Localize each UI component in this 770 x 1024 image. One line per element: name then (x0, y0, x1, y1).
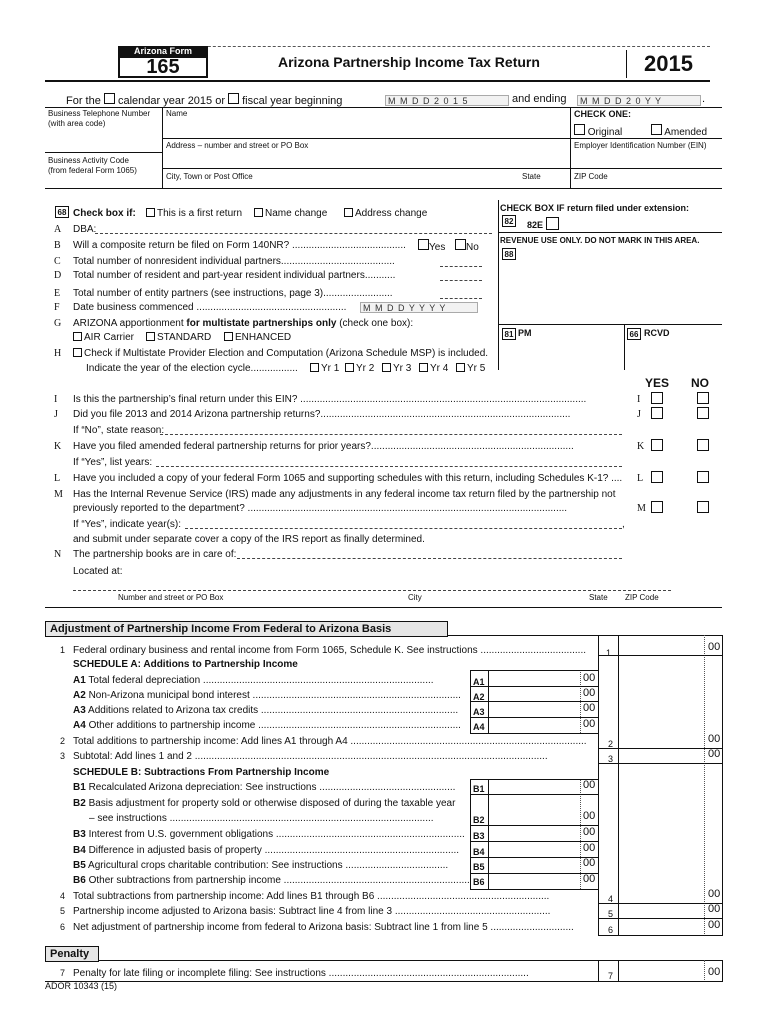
adjustment-section-title: Adjustment of Partnership Income From Federal to Arizona Basis (45, 621, 448, 637)
line-b-text: Will a composite return be filed on Form 140NR? ......................................... (73, 240, 406, 251)
enhanced-option[interactable] (224, 332, 291, 343)
yr5-checkbox[interactable] (456, 363, 465, 372)
enhanced-text: ENHANCED (235, 332, 292, 343)
line-1-text: Federal ordinary business and rental income from Form 1065, Schedule K. See instructions ...................................... (73, 645, 587, 656)
line-b3-cents: 00 (583, 826, 596, 838)
line-n-text: The partnership books are in care of: (73, 549, 237, 560)
line-l-yes-checkbox[interactable] (651, 471, 663, 483)
line-1-cents: 00 (708, 641, 721, 653)
line-k-marker: K (637, 441, 645, 452)
line-c-text: Total number of nonresident individual partners......................................... (73, 256, 395, 267)
line-4-number: 4 (59, 891, 65, 901)
line-6-text: Net adjustment of partnership income from federal to Arizona basis: Subtract line 1 from line 5 .............................. (73, 922, 574, 933)
line-k-years-field[interactable] (156, 466, 622, 467)
line-k-no-checkbox[interactable] (697, 439, 709, 451)
line-a4-cents: 00 (583, 718, 596, 730)
line-g-letter: G (54, 318, 62, 329)
yr1-text: Yr 1 (321, 363, 340, 374)
code-82: 82 (502, 215, 516, 227)
line-a1-cents: 00 (583, 672, 596, 684)
period-end-text: . (702, 93, 706, 105)
line-m-text: Has the Internal Revenue Service (IRS) made any adjustments in any federal income tax return filed by the partnership not (73, 489, 616, 500)
line-3-code: 3 (608, 754, 614, 764)
address-change-option[interactable] (344, 208, 427, 219)
amended-checkbox[interactable] (651, 124, 662, 135)
line-5-amount-input[interactable] (620, 904, 703, 917)
line-2-cents: 00 (708, 733, 721, 745)
schedule-b-title: SCHEDULE B: Subtractions From Partnership Income (73, 767, 330, 778)
line-h-letter: H (54, 348, 62, 359)
line-4-text: Total subtractions from partnership income: Add lines B1 through B6 .............................................................. (73, 891, 550, 902)
fiscal-begin-date[interactable]: M M D D 2 0 1 5 (385, 95, 509, 106)
line-m-no-checkbox[interactable] (697, 501, 709, 513)
enhanced-checkbox[interactable] (224, 332, 233, 341)
line-k2-text: If “Yes”, list years: (73, 457, 153, 468)
line-i-letter: I (54, 394, 58, 405)
line-b4-amount-input[interactable] (490, 843, 578, 856)
code-81: 81 (502, 328, 516, 340)
line-b6-cents: 00 (583, 873, 596, 885)
air-carrier-option[interactable] (73, 332, 134, 343)
tax-year: 2015 (626, 50, 710, 78)
line-b3-text: B3 Interest from U.S. government obligations .................................................................... (73, 829, 465, 840)
line-n-letter: N (54, 549, 62, 560)
line-g-pre: ARIZONA apportionment (73, 318, 184, 329)
line-2-amount-input[interactable] (620, 734, 703, 747)
line-g-bold: for multistate partnerships only (186, 318, 337, 329)
line-j2-text: If “No”, state reason: (73, 425, 165, 436)
line-l-no-checkbox[interactable] (697, 471, 709, 483)
line-b5-desc: Agricultural crops charitable contribution: See instructions ..................................... (88, 860, 449, 871)
line-5-text: Partnership income adjusted to Arizona basis: Subtract line 4 from line 3 ........................................................ (73, 906, 551, 917)
line-i-yes-checkbox[interactable] (651, 392, 663, 404)
line-a4-desc: Other additions to partnership income ......................................................................... (88, 720, 461, 731)
line-b1-cents: 00 (583, 779, 596, 791)
line-6-number: 6 (59, 922, 65, 932)
air-carrier-checkbox[interactable] (73, 332, 82, 341)
line-b2-amount-input[interactable] (490, 811, 578, 824)
name-change-checkbox[interactable] (254, 208, 263, 217)
line-a1-amount-input[interactable] (490, 672, 578, 685)
standard-text: STANDARD (157, 332, 212, 343)
line-e-text: Total number of entity partners (see instructions, page 3)......................... (73, 288, 393, 299)
calendar-year-checkbox[interactable] (104, 93, 115, 104)
line-m-marker: M (637, 503, 646, 514)
code-82e: 82E (527, 220, 544, 230)
yr2-option[interactable] (345, 363, 374, 374)
line-f-letter: F (54, 302, 60, 313)
line-b2b-text: – see instructions ............................................................................................... (89, 813, 434, 824)
line-m-letter: M (54, 489, 63, 500)
ein-label: Employer Identification Number (EIN) (574, 141, 707, 150)
line-j-marker: J (637, 409, 641, 420)
composite-yes-option[interactable] (418, 239, 445, 253)
line-b5-code: B5 (473, 862, 485, 872)
line-b6-amount-input[interactable] (490, 874, 578, 887)
amended-text: Amended (664, 127, 708, 138)
yr2-text: Yr 2 (356, 363, 375, 374)
original-option[interactable] (574, 124, 622, 138)
line-d-text: Total number of resident and part-year resident individual partners........... (73, 270, 396, 281)
line-i-marker: I (637, 394, 641, 405)
line-a3-amount-input[interactable] (490, 702, 578, 715)
activity-code-sublabel: (from federal Form 1065) (48, 166, 137, 175)
code-66: 66 (627, 328, 641, 340)
line-b4-text: B4 Difference in adjusted basis of property ...................................................................... (73, 845, 460, 856)
line-4-code: 4 (608, 894, 614, 904)
line-g-text (73, 318, 413, 329)
line-b5-amount-input[interactable] (490, 858, 578, 871)
line-j-reason-field[interactable] (160, 434, 622, 435)
air-carrier-text: AIR Carrier (84, 332, 135, 343)
yr5-text: Yr 5 (467, 363, 486, 374)
line-l-text: Have you included a copy of your federal Form 1065 and supporting schedules with this return, including Schedules K-1? .... (73, 473, 623, 484)
line-a-letter: A (54, 224, 62, 235)
line-k-letter: K (54, 441, 62, 452)
line-a2-cents: 00 (583, 687, 596, 699)
line-d-letter: D (54, 270, 62, 281)
dba-label: DBA: (73, 224, 97, 235)
address-label: Address – number and street or PO Box (166, 141, 309, 150)
yr3-checkbox[interactable] (382, 363, 391, 372)
line-b1-code: B1 (473, 784, 485, 794)
line-m-years-field[interactable] (185, 528, 622, 529)
first-return-option[interactable] (146, 208, 242, 219)
and-ending-text: and ending (512, 93, 567, 105)
line-3-text: Subtotal: Add lines 1 and 2 ............................................................................................................................... (73, 751, 548, 762)
line-a2-code: A2 (473, 692, 485, 702)
form-title: Arizona Partnership Income Tax Return (278, 54, 540, 70)
line-j-text: Did you file 2013 and 2014 Arizona partnership returns?.......................................................................................... (73, 409, 571, 420)
line-h-text: Check if Multistate Provider Election and Computation (Arizona Schedule MSP) is included. (84, 348, 489, 359)
line-a3-cents: 00 (583, 702, 596, 714)
address-change-text: Address change (355, 208, 428, 219)
line-i-text: Is this the partnership’s final return under this EIN? ....................................................................................................... (73, 394, 587, 405)
line-6-cents: 00 (708, 919, 721, 931)
yr2-checkbox[interactable] (345, 363, 354, 372)
period-line (66, 93, 342, 107)
line-b4-desc: Difference in adjusted basis of property ...................................................................... (88, 845, 460, 856)
books-location-field[interactable] (73, 590, 671, 591)
check-box-if-label: Check box if: (73, 208, 136, 219)
line-a4-amount-input[interactable] (490, 718, 578, 731)
line-c-field[interactable] (440, 266, 482, 267)
fiscal-year-text: fiscal year beginning (242, 95, 343, 107)
msp-option[interactable] (73, 348, 488, 359)
line-5-code: 5 (608, 909, 614, 919)
line-b1-amount-input[interactable] (490, 780, 578, 793)
line-j-yes-checkbox[interactable] (651, 407, 663, 419)
revenue-use-label: REVENUE USE ONLY. DO NOT MARK IN THIS AREA. (500, 236, 700, 245)
phone-sublabel: (with area code) (48, 119, 106, 128)
for-the-text: For the (66, 95, 101, 107)
phone-label: Business Telephone Number (48, 109, 151, 118)
line-m-yes-checkbox[interactable] (651, 501, 663, 513)
line-6-amount-input[interactable] (620, 920, 703, 933)
yr4-option[interactable] (419, 363, 448, 374)
code-88: 88 (502, 248, 516, 260)
original-text: Original (587, 127, 623, 138)
line-a4-text: A4 Other additions to partnership income ......................................................................... (73, 720, 461, 731)
line-3-number: 3 (59, 751, 65, 761)
line-k-yes-checkbox[interactable] (651, 439, 663, 451)
line-m-comma: , (622, 519, 625, 530)
line-b3-desc: Interest from U.S. government obligations .................................................................... (88, 829, 465, 840)
line-g-post: (check one box): (339, 318, 414, 329)
line-b-letter: B (54, 240, 61, 251)
yr3-option[interactable] (382, 363, 411, 374)
extension-title: CHECK BOX IF return filed under extension: (500, 203, 690, 213)
composite-no-option[interactable] (455, 239, 479, 253)
line-7-amount-input[interactable] (620, 966, 703, 979)
line-5-cents: 00 (708, 903, 721, 915)
first-return-checkbox[interactable] (146, 208, 155, 217)
line-f-text: Date business commenced ...................................................... (73, 302, 347, 313)
line-a4-code: A4 (473, 722, 485, 732)
line-e-field[interactable] (440, 298, 482, 299)
composite-yes-text: Yes (429, 242, 446, 253)
line-3-amount-input[interactable] (620, 749, 703, 762)
line-b3-amount-input[interactable] (490, 827, 578, 840)
line-j-no-checkbox[interactable] (697, 407, 709, 419)
line-2-code: 2 (608, 739, 614, 749)
line-l-marker: L (637, 473, 644, 484)
yr4-checkbox[interactable] (419, 363, 428, 372)
rcvd-label: RCVD (644, 328, 670, 338)
penalty-section-title: Penalty (45, 946, 99, 962)
no-header: NO (691, 376, 709, 390)
line-b4-code: B4 (473, 847, 485, 857)
line-b6-text: B6 Other subtractions from partnership income ................................................................... (73, 875, 470, 886)
line-7-text: Penalty for late filing or incomplete filing: See instructions ........................................................................ (73, 968, 529, 979)
line-i-no-checkbox[interactable] (697, 392, 709, 404)
extension-checkbox[interactable] (546, 217, 559, 230)
line-1-number: 1 (59, 645, 65, 655)
line-m3-text: If “Yes”, indicate year(s): (73, 519, 182, 530)
line-a3-code: A3 (473, 707, 485, 717)
line-k-text: Have you filed amended federal partnership returns for prior years?......................................................................... (73, 441, 574, 452)
line-b2-code: B2 (473, 815, 485, 825)
dba-field[interactable] (95, 233, 492, 234)
line-b2-text: B2 Basis adjustment for property sold or otherwise disposed of during the taxable year (73, 798, 456, 809)
standard-option[interactable] (146, 332, 211, 343)
line-e-letter: E (54, 288, 61, 299)
line-n2-text: Located at: (73, 566, 123, 577)
addr-city-label: City (408, 593, 422, 602)
line-b1-text: B1 Recalculated Arizona depreciation: See instructions ................................................. (73, 782, 456, 793)
line-7-number: 7 (59, 968, 65, 978)
line-3-cents: 00 (708, 748, 721, 760)
zip-label: ZIP Code (574, 172, 608, 181)
addr-zip-label: ZIP Code (625, 593, 659, 602)
line-m2-text: previously reported to the department? ................................................................................................................... (73, 503, 568, 514)
line-a1-code: A1 (473, 677, 485, 687)
amended-option[interactable] (651, 124, 707, 138)
fiscal-year-checkbox[interactable] (228, 93, 239, 104)
line-6-code: 6 (608, 925, 614, 935)
calendar-year-text: calendar year 2015 or (117, 95, 225, 107)
line-1-amount-input[interactable] (620, 641, 703, 655)
form-number: 165 (118, 56, 208, 78)
code-68: 68 (55, 206, 69, 218)
first-return-text: This is a first return (157, 208, 243, 219)
yr1-option[interactable] (310, 363, 339, 374)
line-m4-text: and submit under separate cover a copy of the IRS report as finally determined. (73, 534, 425, 545)
addr-state-label: State (589, 593, 608, 602)
activity-code-label: Business Activity Code (48, 156, 129, 165)
line-b5-text: B5 Agricultural crops charitable contribution: See instructions ..................................... (73, 860, 449, 871)
name-change-option[interactable] (254, 208, 327, 219)
check-one-label: CHECK ONE: (574, 109, 632, 119)
line-5-number: 5 (59, 906, 65, 916)
line-b3-code: B3 (473, 831, 485, 841)
yr1-checkbox[interactable] (310, 363, 319, 372)
line-a1-desc: Total federal depreciation ................................................................................... (88, 675, 434, 686)
composite-no-text: No (466, 242, 479, 253)
pm-label: PM (518, 328, 532, 338)
yr4-text: Yr 4 (430, 363, 449, 374)
line-b6-code: B6 (473, 877, 485, 887)
name-label: Name (166, 109, 188, 118)
line-7-code: 7 (608, 971, 614, 981)
line-4-cents: 00 (708, 888, 721, 900)
line-a3-text: A3 Additions related to Arizona tax credits ....................................................................... (73, 705, 459, 716)
yr5-option[interactable] (456, 363, 485, 374)
line-b5-cents: 00 (583, 857, 596, 869)
form-label: Arizona Form (133, 46, 192, 56)
line-h2-text: Indicate the year of the election cycle................. (86, 363, 298, 374)
line-b4-cents: 00 (583, 842, 596, 854)
line-c-letter: C (54, 256, 61, 267)
business-commenced-date[interactable]: M M D D Y Y Y Y (360, 302, 478, 313)
standard-checkbox[interactable] (146, 332, 155, 341)
city-label: City, Town or Post Office (166, 172, 253, 181)
line-b6-desc: Other subtractions from partnership income ................................................................... (88, 875, 470, 886)
state-label: State (522, 172, 541, 181)
line-4-amount-input[interactable] (620, 889, 703, 902)
schedule-a-title: SCHEDULE A: Additions to Partnership Income (73, 659, 298, 670)
form-footer-code: ADOR 10343 (15) (45, 981, 118, 991)
line-l-letter: L (54, 473, 61, 484)
yr3-text: Yr 3 (393, 363, 412, 374)
addr-street-label: Number and street or PO Box (118, 593, 224, 602)
books-care-of-field[interactable] (237, 558, 622, 559)
line-j-letter: J (54, 409, 58, 420)
yes-header: YES (645, 376, 670, 390)
address-change-checkbox[interactable] (344, 208, 353, 217)
line-a3-desc: Additions related to Arizona tax credits ....................................................................... (88, 705, 459, 716)
composite-no-checkbox[interactable] (455, 239, 466, 250)
original-checkbox[interactable] (574, 124, 585, 135)
line-a2-desc: Non-Arizona municipal bond interest ........................................................................... (88, 690, 461, 701)
line-b1-desc: Recalculated Arizona depreciation: See instructions ................................................. (88, 782, 456, 793)
line-a1-text: A1 Total federal depreciation ................................................................................... (73, 675, 434, 686)
line-2-number: 2 (59, 736, 65, 746)
line-b2-desc: Basis adjustment for property sold or otherwise disposed of during the taxable year (88, 798, 456, 809)
fiscal-end-date[interactable]: M M D D 2 0 Y Y (577, 95, 701, 106)
line-7-cents: 00 (708, 966, 721, 978)
line-d-field[interactable] (440, 280, 482, 281)
name-change-text: Name change (265, 208, 328, 219)
line-b2-cents: 00 (583, 810, 596, 822)
line-1-code: 1 (606, 648, 612, 658)
msp-checkbox[interactable] (73, 348, 82, 357)
line-a2-amount-input[interactable] (490, 687, 578, 700)
line-a2-text: A2 Non-Arizona municipal bond interest ........................................................................... (73, 690, 461, 701)
line-2-text: Total additions to partnership income: Add lines A1 through A4 ..................................................................................... (73, 736, 587, 747)
composite-yes-checkbox[interactable] (418, 239, 429, 250)
